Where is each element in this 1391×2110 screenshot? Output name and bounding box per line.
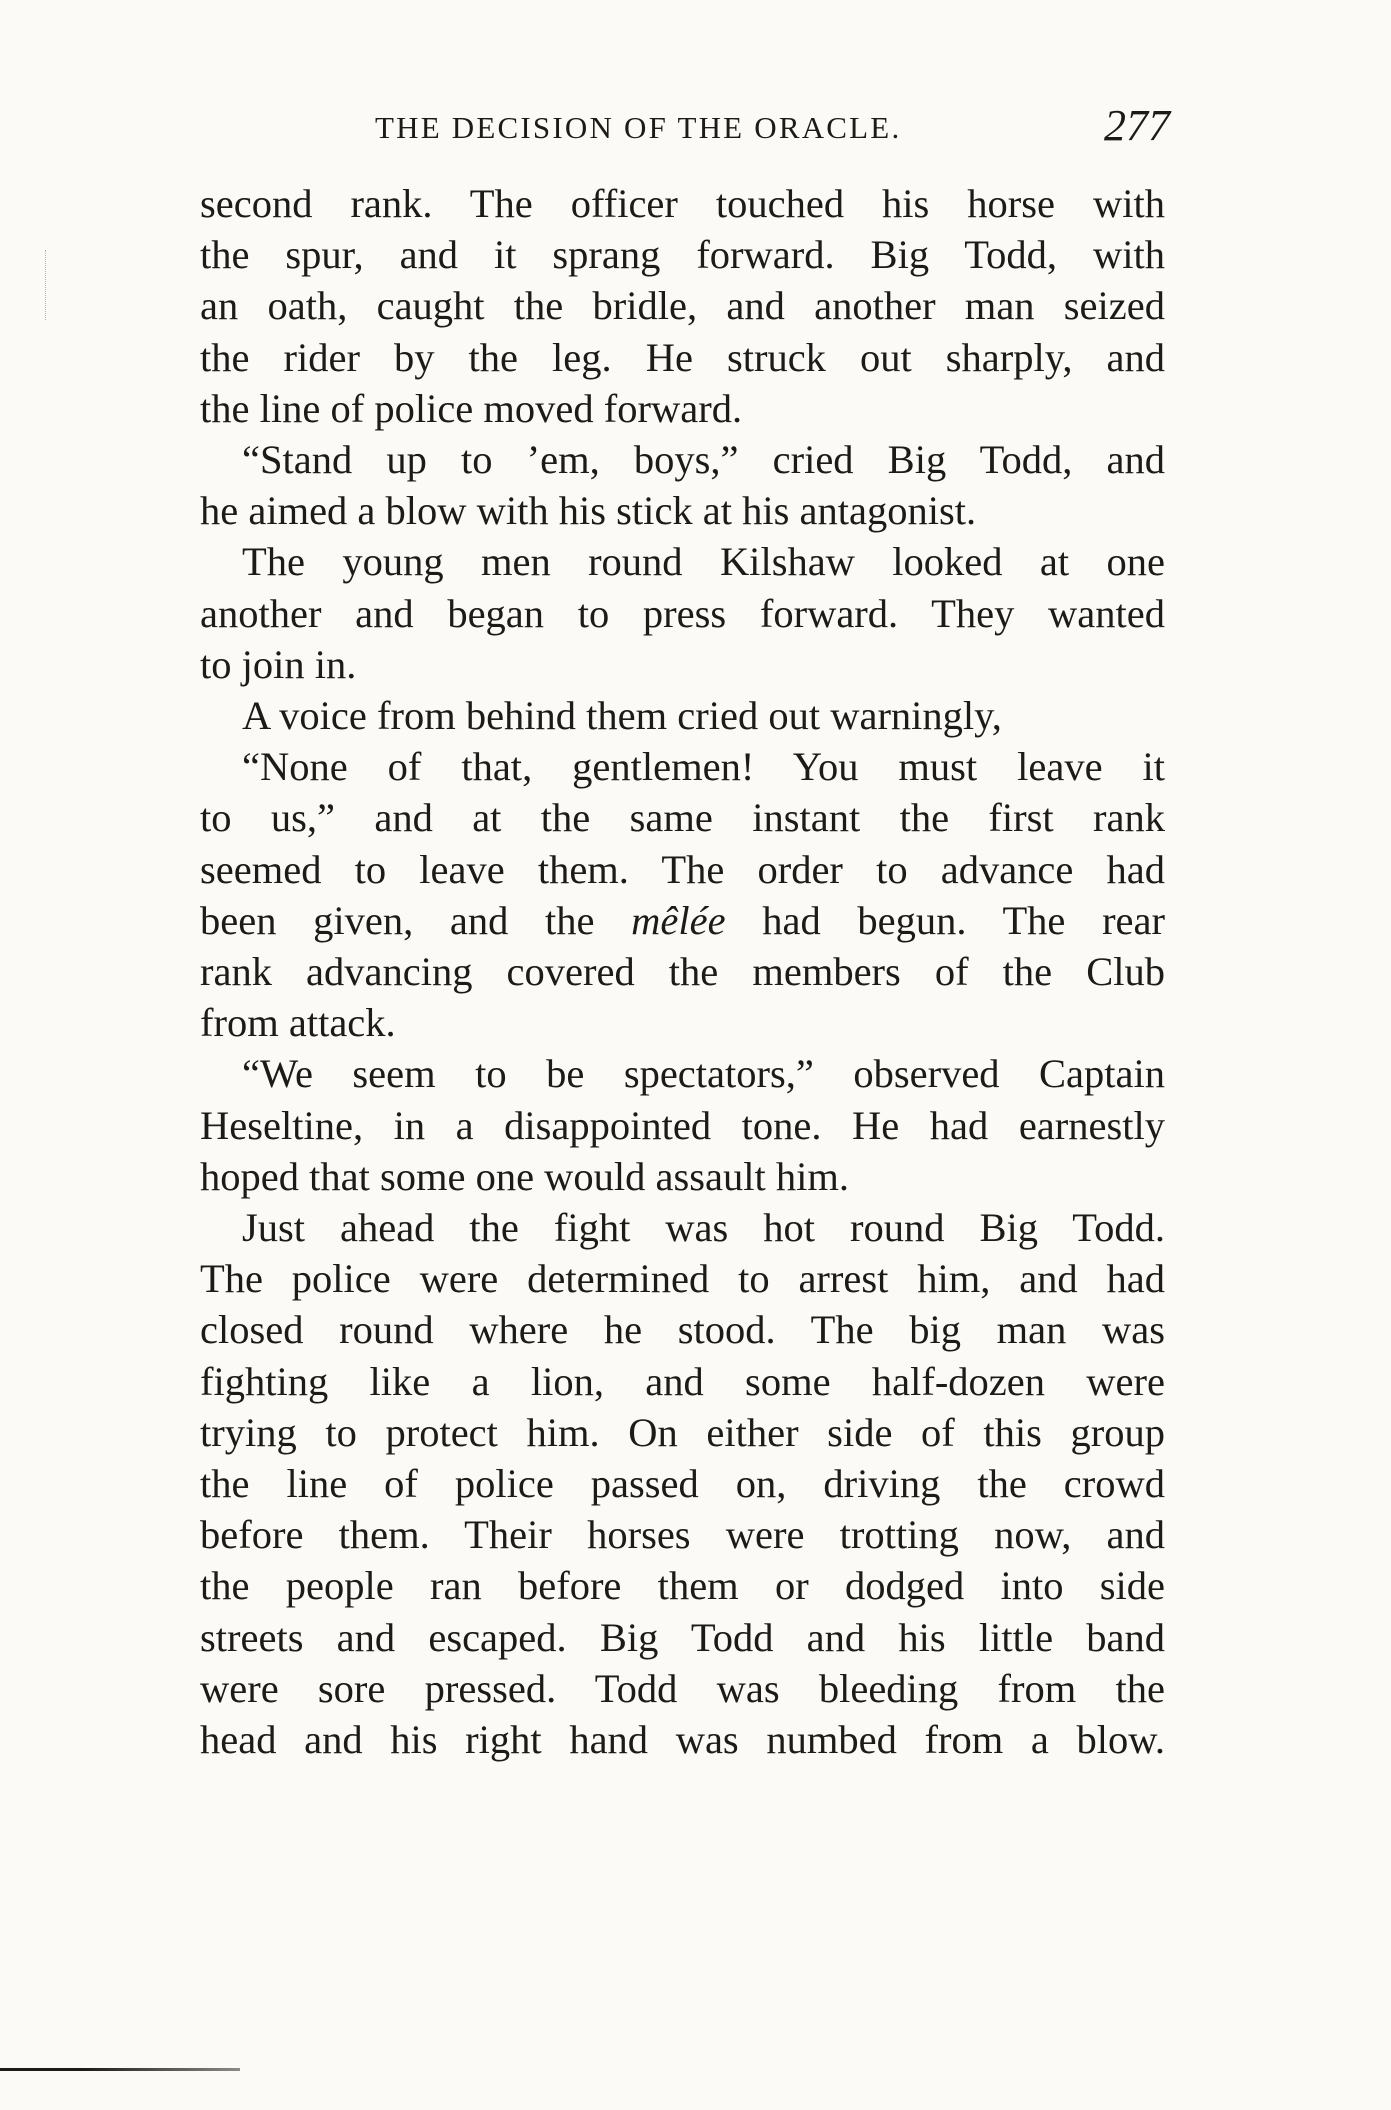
text-line: trying to protect him. On either side of this group (200, 1409, 1165, 1455)
text-line: to us,” and at the same instant the first rank (200, 795, 1165, 841)
paragraph-1 (200, 178, 1165, 434)
text-line: streets and escaped. Big Todd and his little band (200, 1614, 1165, 1660)
page-number: 277 (1104, 101, 1170, 150)
running-title: THE DECISION OF THE ORACLE. (375, 110, 902, 145)
text-line: “None of that, gentlemen! You must leave it (242, 744, 1165, 790)
paragraph-5 (200, 741, 1165, 1048)
paragraph-3 (200, 536, 1165, 690)
text-line: hoped that some one would assault him. (200, 1153, 850, 1199)
text-line: the spur, and it sprang forward. Big Todd, with (200, 232, 1165, 278)
italic-word: mêlée (631, 897, 726, 943)
scan-edge-rule (0, 2068, 240, 2071)
text-line: the rider by the leg. He struck out sharply, and (200, 334, 1165, 380)
text-line: another and began to press forward. They wanted (200, 590, 1165, 636)
text-segment: been given, and the (200, 897, 632, 943)
text-line (200, 895, 1165, 946)
text-line: “We seem to be spectators,” observed Captain (242, 1051, 1165, 1097)
text-segment: had begun. The rear (725, 897, 1165, 943)
text-line: second rank. The officer touched his horse with (200, 181, 1165, 226)
text-line: The police were determined to arrest him, and had (200, 1256, 1165, 1302)
text-line: closed round where he stood. The big man was (200, 1307, 1165, 1353)
text-line: “Stand up to ’em, boys,” cried Big Todd, and (242, 437, 1165, 483)
text-line: rank advancing covered the members of the Club (200, 949, 1165, 995)
text-line: to join in. (200, 641, 357, 687)
margin-specks (45, 250, 50, 320)
text-line: the people ran before them or dodged into side (200, 1563, 1165, 1609)
paragraph-6 (200, 1048, 1165, 1202)
text-line: from attack. (200, 1000, 396, 1046)
text-line: The young men round Kilshaw looked at one (242, 539, 1165, 585)
body-text (200, 178, 1165, 1765)
text-line: were sore pressed. Todd was bleeding from the (200, 1665, 1165, 1711)
paragraph-2 (200, 434, 1165, 536)
paragraph-4 (200, 690, 1165, 741)
text-line: seemed to leave them. The order to advance had (200, 846, 1165, 892)
text-line: A voice from behind them cried out warningly, (242, 693, 1002, 739)
text-line: Heseltine, in a disappointed tone. He had earnestly (200, 1102, 1165, 1148)
text-line: the line of police passed on, driving the crowd (200, 1461, 1165, 1507)
text-line: Just ahead the fight was hot round Big Todd. (242, 1205, 1165, 1251)
text-line: he aimed a blow with his stick at his antagonist. (200, 488, 977, 534)
paragraph-7 (200, 1202, 1165, 1765)
text-line: fighting like a lion, and some half-dozen were (200, 1358, 1165, 1404)
text-line: head and his right hand was numbed from a blow. (200, 1717, 1165, 1763)
text-line: the line of police moved forward. (200, 385, 743, 431)
running-header (200, 100, 1170, 160)
text-line: an oath, caught the bridle, and another man seized (200, 283, 1165, 329)
text-line: before them. Their horses were trotting now, and (200, 1512, 1165, 1558)
